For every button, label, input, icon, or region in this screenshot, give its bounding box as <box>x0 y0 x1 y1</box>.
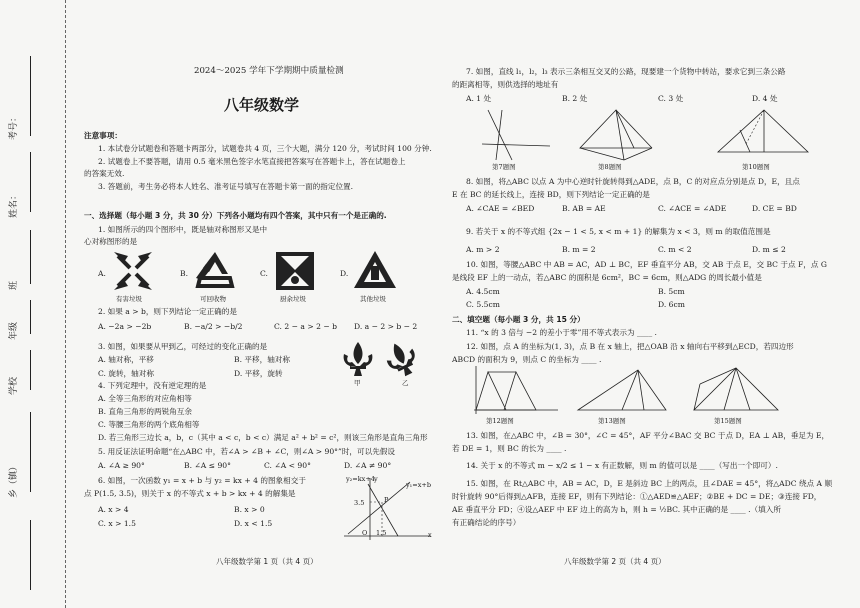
q6-opt-b: B. x > 0 <box>234 505 265 514</box>
notice-title: 注意事项： <box>84 131 122 140</box>
q9-opt-a: A. m > 2 <box>466 245 500 254</box>
q2-opt-b: B. −a/2 > −b/2 <box>184 322 243 331</box>
q1-label-c: 厨余垃圾 <box>280 295 306 303</box>
q3-opt-d: D. 平移，旋转 <box>234 369 283 378</box>
other-waste-icon <box>352 248 398 294</box>
q5-opt-c: C. ∠A < 90° <box>264 461 311 470</box>
q8-line1: 8. 如图，将△ABC 以点 A 为中心逆时针旋转得到△ADE，点 B，C 的对应点分别是点 D，E，且点 <box>466 177 800 186</box>
q12-line2: ABCD 的面积为 9，则点 C 的坐标为 ____ . <box>452 355 602 364</box>
q7-opt-a: A. 1 处 <box>466 94 492 103</box>
xingming-label: 姓名： <box>9 190 19 218</box>
q1-label-b: 可回收物 <box>200 295 226 303</box>
page-2 <box>452 0 852 608</box>
kaohao-label: 考号： <box>9 112 19 140</box>
section-1: 一、选择题（每小题 3 分，共 30 分）下列各小题均有四个答案，其中只有一个是正确的. <box>84 211 387 220</box>
q6-v-label: 3.5 <box>354 499 365 507</box>
q10-opt-d: D. 6cm <box>658 300 685 309</box>
fleur-de-lis-yi-icon <box>384 340 420 378</box>
q4-opt-a: A. 全等三角形的对应角相等 <box>98 394 192 403</box>
q2-opt-a: A. −2a > −2b <box>98 322 152 331</box>
q9-stem: 9. 若关于 x 的不等式组 {2x − 1 < 5, x < m + 1} 的解集为 x < 3，则 m 的取值范围是 <box>466 227 771 236</box>
q6-opt-a: A. x > 4 <box>98 505 129 514</box>
q3-opt-a: A. 轴对称，平移 <box>98 355 154 364</box>
q8-figure <box>572 106 658 162</box>
notice-1: 1. 本试卷分试题卷和答题卡两部分，试题卷共 4 页，三个大题，满分 120 分，考试时间 100 分钟. <box>98 144 432 153</box>
hazardous-waste-icon <box>110 248 156 294</box>
q6-y1-label: y₁=x+b <box>406 481 431 489</box>
q1-label-d: 其他垃圾 <box>360 295 386 303</box>
q10-caption: 第10题图 <box>742 163 770 171</box>
q7-opt-b: B. 2 处 <box>562 94 588 103</box>
notice-2: 2. 试题卷上不要答题，请用 0.5 毫米黑色签字水笔直接把答案写在答题卡上，答在试题卷上 <box>98 157 406 166</box>
q6-p-label: P <box>384 496 389 504</box>
q5-opt-d: D. ∠A ≠ 90° <box>344 461 392 470</box>
q3-label-yi: 乙 <box>402 379 409 387</box>
q7-caption: 第7题图 <box>492 163 516 171</box>
q13-figure <box>574 364 670 416</box>
q6-line2: 点 P(1.5, 3.5)，则关于 x 的不等式 x + b > kx + 4 的解集是 <box>84 489 296 498</box>
q1-label-a: 有害垃圾 <box>116 295 142 303</box>
q5-stem: 5. 用反证法证明命题“在△ABC 中，若∠A > ∠B + ∠C，则∠A > 90°”时，可以先假设 <box>98 447 395 456</box>
kitchen-waste-icon <box>272 248 318 294</box>
q10-opt-a: A. 4.5cm <box>466 287 500 296</box>
q5-opt-a: A. ∠A ≥ 90° <box>98 461 145 470</box>
q8-line2: E 在 BC 的延长线上，连接 BD，则下列结论一定正确的是 <box>452 190 650 199</box>
q10-line1: 10. 如图，等腰△ABC 中 AB = AC，AD ⊥ BC，EF 垂直平分 AB，交 AB 于点 E，交 BC 于点 F，点 G <box>466 260 827 269</box>
exam-header: 2024～2025 学年下学期期中质量检测 <box>194 66 344 76</box>
q4-opt-d: D. 若三角形三边长 a，b，c（其中 a < c，b < c）满足 a² + b² = c²，则该三角形是直角三角形 <box>98 433 428 442</box>
nianji-label: 年级 <box>9 321 19 340</box>
q7-line1: 7. 如图，直线 l₁，l₂，l₃ 表示三条相互交叉的公路，现要建一个货物中转站，要求它到三条公路 <box>466 67 786 76</box>
q15-line2: 时针旋转 90°后得到△AFB，连接 EF，则有下列结论：①△AED≌△AEF；②BE + DC = DE；③连接 FD， <box>452 492 822 501</box>
q3-label-jia: 甲 <box>354 379 361 387</box>
q15-line1: 15. 如图，在 Rt△ABC 中，AB = AC，D，E 是斜边 BC 上的两点，且∠DAE = 45°，将△ADC 绕点 A 顺 <box>466 479 833 488</box>
q15-line4: 有正确结论的序号） <box>452 518 521 527</box>
q4-opt-b: B. 直角三角形的两锐角互余 <box>98 407 192 416</box>
xuexiao-label: 学校 <box>9 376 19 395</box>
q9-opt-b: B. m = 2 <box>562 245 596 254</box>
q8-opt-d: D. CE = BD <box>752 204 797 213</box>
q1-opt-b: B. <box>180 269 188 278</box>
subject-title: 八年级数学 <box>224 96 300 114</box>
q15-caption: 第15题图 <box>714 417 742 425</box>
q2-opt-c: C. 2 − a > 2 − b <box>274 322 337 331</box>
q2-opt-d: D. a − 2 > b − 2 <box>354 322 418 331</box>
q6-y2-label: y₂=kx+4 <box>346 475 375 483</box>
page-1 <box>84 0 444 608</box>
q15-figure <box>688 364 784 416</box>
notice-2b: 的答案无效. <box>84 169 125 178</box>
q7-line2: 的距离相等，则供选择的地址有 <box>452 80 559 89</box>
q13-caption: 第13题图 <box>598 417 626 425</box>
q6-x-label: x <box>428 531 432 539</box>
q3-opt-b: B. 平移，轴对称 <box>234 355 290 364</box>
q6-opt-d: D. x < 1.5 <box>234 519 273 528</box>
q1-opt-a: A. <box>98 269 106 278</box>
q13-line2: 若 DE = 1，则 BC 的长为 ____ . <box>452 444 567 453</box>
q3-opt-c: C. 旋转，轴对称 <box>98 369 154 378</box>
q8-opt-b: B. AB = AE <box>562 204 606 213</box>
q7-figure <box>482 106 552 162</box>
page-1-footer: 八年级数学第 1 页（共 4 页） <box>216 557 318 566</box>
q14-stem: 14. 关于 x 的不等式 m − x/2 ≤ 1 − x 有正数解，则 m 的值可以是 ____（写出一个即可）. <box>466 461 778 470</box>
notice-3: 3. 答题前，考生务必将本人姓名、准考证号填写在答题卡第一面的指定位置. <box>98 182 354 191</box>
recyclable-icon <box>192 248 238 294</box>
xiang-label: 乡（镇） <box>9 461 19 498</box>
ban-label: 班 <box>9 280 19 290</box>
q6-opt-c: C. x > 1.5 <box>98 519 136 528</box>
q4-opt-c: C. 等腰三角形的两个底角相等 <box>98 420 200 429</box>
q6-h-label: 1.5 <box>376 529 387 537</box>
q2-stem: 2. 如果 a > b，则下列结论一定正确的是 <box>98 307 237 316</box>
q10-line2: 是线段 EF 上的一动点，若△ABC 的面积是 6cm²，BC = 6cm，则△ADG 的周长最小值是 <box>452 273 762 282</box>
q12-line1: 12. 如图，点 A 的坐标为(1, 3)，点 B 在 x 轴上，把△OAB 沿 x 轴向右平移到△ECD，若四边形 <box>466 342 794 351</box>
q9-opt-c: C. m < 2 <box>658 245 692 254</box>
q9-opt-d: D. m ≤ 2 <box>752 245 786 254</box>
q6-line1: 6. 如图，一次函数 y₁ = x + b 与 y₂ = kx + 4 的图象相交于 <box>98 476 306 485</box>
q7-opt-c: C. 3 处 <box>658 94 684 103</box>
q1-opt-c: C. <box>260 269 268 278</box>
q10-opt-b: B. 5cm <box>658 287 685 296</box>
q7-opt-d: D. 4 处 <box>752 94 778 103</box>
q10-figure <box>714 106 810 162</box>
q3-stem: 3. 如图，如果要从甲到乙，可经过的变化正确的是 <box>98 342 268 351</box>
q8-caption: 第8题图 <box>598 163 622 171</box>
fleur-de-lis-jia-icon <box>340 340 376 378</box>
q1-opt-d: D. <box>340 269 349 278</box>
q8-opt-a: A. ∠CAE = ∠BED <box>466 204 535 213</box>
q12-figure <box>466 364 562 416</box>
section-2: 二、填空题（每小题 3 分，共 15 分） <box>452 315 585 324</box>
binding-margin <box>0 0 66 608</box>
q5-opt-b: B. ∠A ≤ 90° <box>184 461 231 470</box>
q6-y-label: y <box>374 475 378 483</box>
q11-stem: 11. “x 的 3 倍与 −2 的差小于零”用不等式表示为 ____ . <box>466 328 657 337</box>
q13-line1: 13. 如图，在△ABC 中，∠B = 30°，∠C = 45°，AF 平分∠BAC 交 BC 于点 D，EA ⊥ AB，垂足为 E， <box>466 431 830 440</box>
q12-caption: 第12题图 <box>486 417 514 425</box>
q6-o-label: O <box>362 529 368 537</box>
page-2-footer: 八年级数学第 2 页（共 4 页） <box>564 557 666 566</box>
q15-line3: AE 垂直平分 FD；④设△AEF 中 EF 边上的高为 h，则 h = ½BC. 其中正确的是 ____ .（填入所 <box>452 505 781 514</box>
q1-line1: 1. 如图所示的四个图形中，既是轴对称图形又是中 <box>98 225 268 234</box>
q10-opt-c: C. 5.5cm <box>466 300 500 309</box>
q4-stem: 4. 下列定理中，没有逆定理的是 <box>98 381 207 390</box>
q8-opt-c: C. ∠ACE = ∠ADE <box>658 204 727 213</box>
q1-line2: 心对称图形的是 <box>84 237 138 246</box>
